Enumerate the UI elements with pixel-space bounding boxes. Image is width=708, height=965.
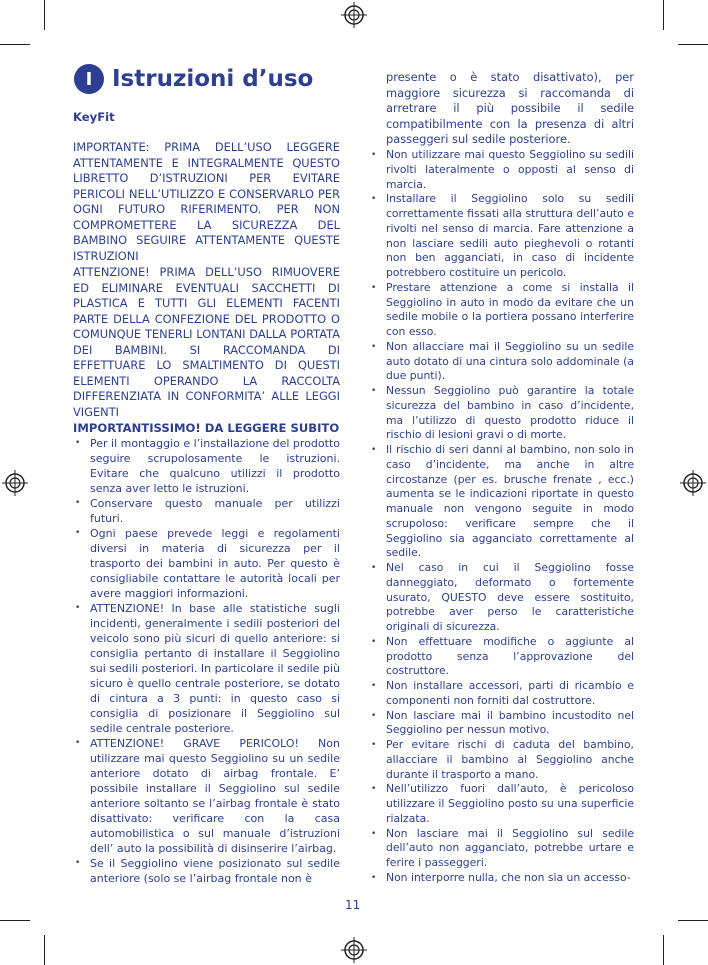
language-badge: I bbox=[74, 64, 104, 94]
list-item: • Ogni paese prevede leggi e regolamenti diversi in materia di sicurezza per il trasporto dei bambini in auto. Per questo è consigliabile contattare le autorità locali per avere maggiori informazioni. bbox=[73, 526, 340, 601]
list-item: • Il rischio di seri danni al bambino, non solo in caso d’incidente, ma anche in altre circostanze (per es. brusche frenate , ecc.) aumenta se le indicazioni riportate in questo manuale non vengono seguite in modo scrupoloso: verificare sempre che il Seggiolino sia agganciato correttamente al sedile. bbox=[369, 443, 634, 561]
crop-mark bbox=[678, 44, 708, 45]
list-item: • Non lasciare mai il bambino incustodito nel Seggiolino per nessun motivo. bbox=[369, 709, 634, 739]
crop-mark bbox=[663, 0, 664, 30]
list-item: • Per evitare rischi di caduta del bambino, allacciare il bambino al Seggiolino anche durante il trasporto a mano. bbox=[369, 738, 634, 782]
list-item: • Non allacciare mai il Seggiolino su un sedile auto dotato di una cintura solo addominale (a due punti). bbox=[369, 340, 634, 384]
list-item: • Non utilizzare mai questo Seggiolino su sedili rivolti lateralmente o opposti al senso di marcia. bbox=[369, 148, 634, 192]
crop-mark bbox=[44, 0, 45, 30]
list-item: • ATTENZIONE! GRAVE PERICOLO! Non utilizzare mai questo Seggiolino su un sedile anteriore dotato di airbag frontale. E’ possibile installare il Seggiolino sul sedile anteriore soltanto se l’airbag frontale è stato disattivato: verificare con la casa automobilistica o sul manuale d’istruzioni dell’ auto la possibilità di disinserire l’airbag. bbox=[73, 736, 340, 856]
registration-mark-icon bbox=[2, 470, 28, 496]
product-name: KeyFit bbox=[73, 110, 115, 124]
page-number: 11 bbox=[345, 898, 361, 912]
important-notice: IMPORTANTE: PRIMA DELL’USO LEGGERE ATTENTAMENTE E INTEGRALMENTE QUESTO LIBRETTO D’ISTRUZIONI PER EVITARE PERICOLI NELL’UTILIZZO E CONSERVARLO PER OGNI FUTURO RIFERIMENTO. PER NON COMPROMETTERE LA SICUREZZA DEL BAMBINO SEGUIRE ATTENTAMENTE QUESTE ISTRUZIONI bbox=[73, 140, 340, 263]
crop-mark bbox=[0, 920, 30, 921]
list-item: • Se il Seggiolino viene posizionato sul sedile anteriore (solo se l’airbag frontale non è bbox=[73, 856, 340, 886]
list-item: • Non effettuare modifiche o aggiunte al prodotto senza l’approvazione del costruttore. bbox=[369, 635, 634, 679]
list-item: • Nessun Seggiolino può garantire la totale sicurezza del bambino in caso d’incidente, ma l’utilizzo di questo prodotto riduce il rischio di lesioni gravi o di morte. bbox=[369, 384, 634, 443]
list-item: • Non installare accessori, parti di ricambio e componenti non forniti dal costruttore. bbox=[369, 679, 634, 709]
list-item: • Nel caso in cui il Seggiolino fosse danneggiato, deformato o fortemente usurato, QUESTO deve essere sostituito, potrebbe aver perso le caratteristiche originali di sicurezza. bbox=[369, 561, 634, 635]
list-item: • Nell’utilizzo fuori dall’auto, è pericoloso utilizzare il Seggiolino posto su una superficie rialzata. bbox=[369, 782, 634, 826]
warnings-list-right bbox=[369, 148, 634, 886]
section-heading: IMPORTANTISSIMO! DA LEGGERE SUBITO bbox=[73, 421, 340, 435]
registration-mark-icon bbox=[680, 470, 706, 496]
list-item: • Non interporre nulla, che non sia un accesso- bbox=[369, 871, 634, 886]
list-item: • Per il montaggio e l’installazione del prodotto seguire scrupolosamente le istruzioni. Evitare che qualcuno utilizzi il prodotto senza aver letto le istruzioni. bbox=[73, 436, 340, 496]
crop-mark bbox=[0, 44, 30, 45]
registration-mark-icon bbox=[341, 2, 367, 28]
list-item: • Conservare questo manuale per utilizzi futuri. bbox=[73, 496, 340, 526]
page-title-row bbox=[74, 64, 313, 94]
registration-mark-icon bbox=[341, 937, 367, 963]
warnings-list-left bbox=[73, 436, 340, 886]
crop-mark bbox=[678, 920, 708, 921]
continued-paragraph: presente o è stato disattivato), per maggiore sicurezza si raccomanda di arretrare il più possibile il sedile compatibilmente con la presenza di altri passeggeri sul sedile posteriore. bbox=[386, 70, 634, 146]
crop-mark bbox=[663, 935, 664, 965]
attention-notice: ATTENZIONE! PRIMA DELL’USO RIMUOVERE ED ELIMINARE EVENTUALI SACCHETTI DI PLASTICA E TUTTI GLI ELEMENTI FACENTI PARTE DELLA CONFEZIONE DEL PRODOTTO O COMUNQUE TENERLI LONTANI DALLA PORTATA DEI BAMBINI. SI RACCOMANDA DI EFFETTUARE LO SMALTIMENTO DI QUESTI ELEMENTI OPERANDO LA RACCOLTA DIFFERENZIATA IN CONFORMITA’ ALLE LEGGI VIGENTI bbox=[73, 265, 340, 419]
list-item: • Non lasciare mai il Seggiolino sul sedile dell’auto non agganciato, potrebbe urtare e ferire i passeggeri. bbox=[369, 827, 634, 871]
crop-mark bbox=[44, 935, 45, 965]
page-title: Istruzioni d’uso bbox=[112, 66, 314, 92]
list-item: • Prestare attenzione a come si installa il Seggiolino in auto in modo da evitare che un sedile mobile o la portiera possano interferire con esso. bbox=[369, 281, 634, 340]
list-item: • Installare il Seggiolino solo su sedili correttamente fissati alla struttura dell’auto e rivolti nel senso di marcia. Fare attenzione a non lasciare sedili auto pieghevoli o rotanti non ben agganciati, in caso di incidente potrebbero costituire un pericolo. bbox=[369, 192, 634, 281]
list-item: • ATTENZIONE! In base alle statistiche sugli incidenti, generalmente i sedili posteriori del veicolo sono più sicuri di quello anteriore: si consiglia pertanto di installare il Seggiolino sui sedili posteriori. In particolare il sedile più sicuro è quello centrale posteriore, se dotato di cintura a 3 punti: in questo caso si consiglia di posizionare il Seggiolino sul sedile centrale posteriore. bbox=[73, 601, 340, 736]
